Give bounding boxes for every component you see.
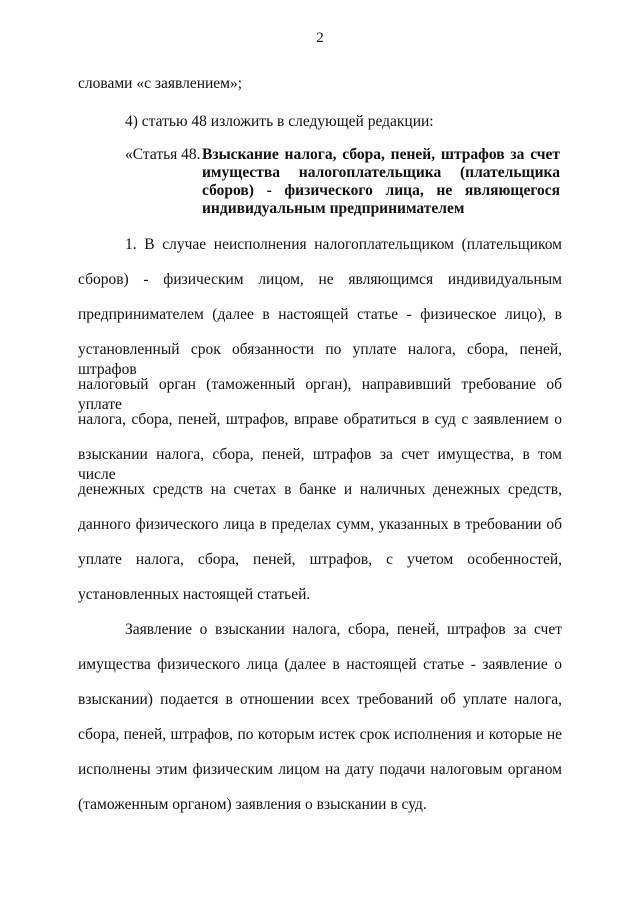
paragraph-1-line: установленный срок обязанности по уплате налога, сбора, пеней, штрафов bbox=[78, 341, 562, 378]
paragraph-1-line: денежных средств на счетах в банке и наличных денежных средств, bbox=[78, 481, 562, 498]
paragraph-1-line: данного физического лица в пределах сумм, указанных в требовании об bbox=[78, 516, 562, 533]
paragraph-1-line: 1. В случае неисполнения налогоплательщиком (плательщиком bbox=[125, 236, 562, 253]
paragraph-1-line: уплате налога, сбора, пеней, штрафов, с учетом особенностей, bbox=[78, 551, 562, 568]
paragraph-2-line: (таможенным органом) заявления о взыскании в суд. bbox=[78, 796, 427, 813]
paragraph-1-line: установленных настоящей статьей. bbox=[78, 586, 311, 603]
text-line-amendment-4: 4) статью 48 изложить в следующей редакции: bbox=[125, 113, 434, 130]
text-line-continuation: словами «с заявлением»; bbox=[78, 75, 243, 92]
paragraph-2-line: имущества физического лица (далее в настоящей статье - заявление о bbox=[78, 656, 562, 673]
article-title-line: имущества налогоплательщика (плательщика bbox=[202, 164, 560, 181]
paragraph-2-line: сбора, пеней, штрафов, по которым истек срок исполнения и которые не bbox=[78, 726, 562, 743]
paragraph-1-line: сборов) - физическим лицом, не являющимся индивидуальным bbox=[78, 271, 562, 288]
article-label: «Статья 48. bbox=[125, 146, 201, 163]
paragraph-1-line: налога, сбора, пеней, штрафов, вправе обратиться в суд с заявлением о bbox=[78, 411, 562, 428]
paragraph-1-line: взыскании налога, сбора, пеней, штрафов за счет имущества, в том числе bbox=[78, 446, 562, 483]
paragraph-2-line: взыскании) подается в отношении всех требований об уплате налога, bbox=[78, 691, 562, 708]
paragraph-1-line: налоговый орган (таможенный орган), направивший требование об уплате bbox=[78, 376, 562, 413]
paragraph-2-line: исполнены этим физическим лицом на дату подачи налоговым органом bbox=[78, 761, 562, 778]
page-number: 2 bbox=[316, 30, 324, 46]
paragraph-2-line: Заявление о взыскании налога, сбора, пеней, штрафов за счет bbox=[125, 621, 562, 638]
article-title-line: сборов) - физического лица, не являющегося bbox=[202, 182, 560, 199]
paragraph-1-line: предпринимателем (далее в настоящей статье - физическое лицо), в bbox=[78, 306, 562, 323]
article-title-line: Взыскание налога, сбора, пеней, штрафов за счет bbox=[202, 146, 560, 163]
article-title-line: индивидуальным предпринимателем bbox=[202, 200, 465, 217]
